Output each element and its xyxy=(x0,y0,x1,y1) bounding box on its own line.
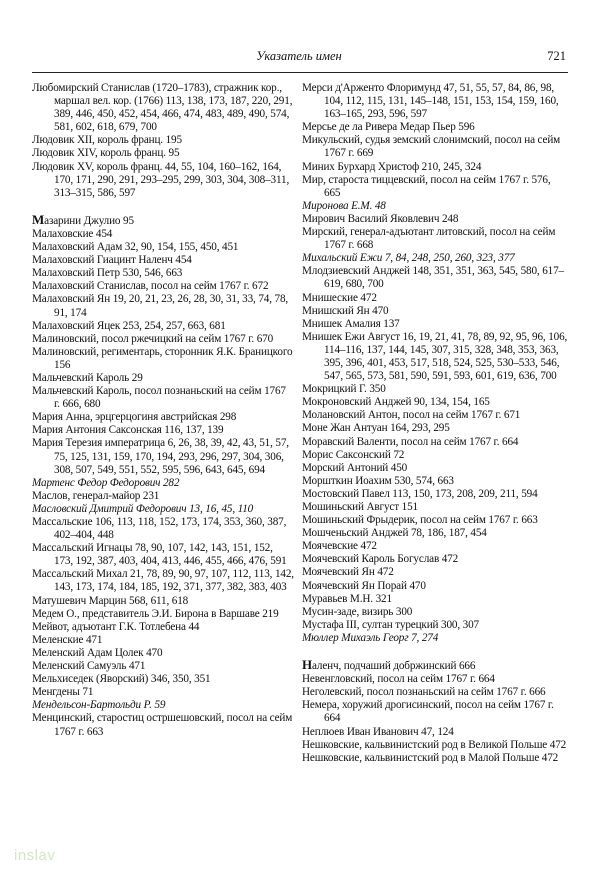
index-entry: Мошиньский Август 151 xyxy=(302,501,418,513)
index-entry: Мошченьский Анджей 78, 186, 187, 454 xyxy=(302,527,487,540)
index-column-left xyxy=(32,82,294,739)
index-entry: Мельхиседек (Яворский) 346, 350, 351 xyxy=(32,673,211,686)
index-entry: Неплюев Иван Иванович 47, 124 xyxy=(302,725,454,738)
index-entry: Мокроновский Анджей 90, 134, 154, 165 xyxy=(302,396,490,409)
index-entry: Мнишек Амалия 137 xyxy=(302,317,400,330)
index-entry: Медем О., представитель Э.И. Бирона в Варшаве 219 xyxy=(32,607,279,620)
index-entry: Мокрицкий Г. 350 xyxy=(302,383,386,396)
index-entry: Моячевские 472 xyxy=(302,540,377,553)
index-entry: Немера, хоружий дрогисинский, посол на сейм 1767 г. 664 xyxy=(302,699,554,725)
index-entry: Менгдены 71 xyxy=(32,686,94,699)
watermark: inslav xyxy=(14,847,56,864)
index-entry: Малаховские 454 xyxy=(32,227,113,240)
letter-group-gap xyxy=(32,200,294,213)
index-entry: Меленский Самуэль 471 xyxy=(32,660,146,673)
index-entry: Мюллер Михаэль Георг 7, 274 xyxy=(302,631,439,644)
index-entry: Моячевский Ян Порай 470 xyxy=(302,579,426,592)
index-entry: Михальский Ежи 7, 84, 248, 250, 260, 323, 377 xyxy=(302,252,515,265)
index-entry: Мазарини Джулио 95 xyxy=(32,211,134,227)
index-entry: Мнишский Ян 470 xyxy=(302,304,389,317)
index-entry: Миронова Е.М. 48 xyxy=(302,199,386,212)
index-entry: Малаховский Гиацинт Наленч 454 xyxy=(32,254,192,267)
index-entry: Моне Жан Антуан 164, 293, 295 xyxy=(302,422,450,435)
index-entry: Малаховский Петр 530, 546, 663 xyxy=(32,267,183,280)
index-entry: Молановский Антон, посол на сейм 1767 г. 671 xyxy=(302,409,521,422)
index-entry: Малиновский, региментарь, сторонник Я.К. Браницкого 156 xyxy=(32,345,293,371)
index-entry: Мнишеские 472 xyxy=(302,291,377,304)
index-entry: Мустафа III, султан турецкий 300, 307 xyxy=(302,618,479,631)
index-entry: Морский Антоний 450 xyxy=(302,461,408,474)
index-entry: Людовик XIV, король франц. 95 xyxy=(32,147,180,160)
index-entry: Мария Терезия императрица 6, 26, 38, 39, 42, 43, 51, 57, 75, 125, 131, 159, 170, 194, 293, 296, 297, 304, 306, 308, 507, 549, 551, 552, 595, 596, 643, 645, 694 xyxy=(32,437,289,476)
index-entry: Мартенс Федор Федорович 282 xyxy=(32,476,180,489)
index-entry: Мария Антония Саксонская 116, 137, 139 xyxy=(32,424,224,437)
index-entry: Мерси д'Арженто Флоримунд 47, 51, 55, 57, 84, 86, 98, 104, 112, 115, 131, 145–148, 151, 153, 154, 159, 160, 163–165, 293, 596, 597 xyxy=(302,82,559,121)
index-entry: Мендельсон-Бартольди Р. 59 xyxy=(32,699,166,712)
index-entry: Мостовский Павел 113, 150, 173, 208, 209, 211, 594 xyxy=(302,487,538,500)
index-entry: Менцинский, старостиц остршешовский, посол на сейм 1767 г. 663 xyxy=(32,712,293,738)
index-entry: Массальский Михал 21, 78, 89, 90, 97, 107, 112, 113, 142, 143, 173, 174, 184, 185, 192, 371, 377, 382, 383, 403 xyxy=(32,568,294,594)
index-entry: Малиновский, посол ржечицкий на сейм 1767 г. 670 xyxy=(32,332,274,345)
header-rule xyxy=(32,72,568,73)
index-entry: Массальский Игнацы 78, 90, 107, 142, 143, 151, 152, 173, 192, 387, 403, 404, 413, 446, 455, 466, 476, 591 xyxy=(32,542,287,568)
index-entry: Наленч, подчаший добржинский 666 xyxy=(302,657,476,673)
index-entry: Моравский Валенти, посол на сейм 1767 г. 664 xyxy=(302,435,519,448)
index-entry: Матушевич Марцин 568, 611, 618 xyxy=(32,594,189,607)
running-title: Указатель имен xyxy=(256,49,342,63)
index-entry: Людовик XII, король франц. 195 xyxy=(32,134,182,147)
index-entry: Мошиньский Фрыдерик, посол на сейм 1767 г. 663 xyxy=(302,514,538,527)
index-entry: Мирович Василий Яковлевич 248 xyxy=(302,212,459,225)
index-entry: Миних Бурхард Христоф 210, 245, 324 xyxy=(302,160,482,173)
letter-group-gap xyxy=(302,645,568,658)
index-entry: Массальские 106, 113, 118, 152, 173, 174, 353, 360, 387, 402–404, 448 xyxy=(32,516,287,542)
index-entry: Меленские 471 xyxy=(32,633,103,646)
index-column-right xyxy=(302,82,568,765)
index-entry: Масловский Дмитрий Федорович 13, 16, 45, 110 xyxy=(32,502,254,515)
index-entry: Людовик XV, король франц. 44, 55, 104, 160–162, 164, 170, 171, 290, 291, 293–295, 299, 303, 304, 308–311, 313–315, 586, 597 xyxy=(32,160,290,199)
index-entry: Любомирский Станислав (1720–1783), стражник кор., маршал вел. кор. (1766) 113, 138, 173, 187, 220, 291, 389, 446, 450, 452, 454, 466, 474, 483, 489, 490, 574, 581, 602, 618, 679, 700 xyxy=(32,82,293,134)
index-entry: Мария Анна, эрцгерцогиня австрийская 298 xyxy=(32,411,237,424)
index-entry: Малаховский Яцек 253, 254, 257, 663, 681 xyxy=(32,319,226,332)
index-entry: Неголевский, посол познаньский на сейм 1767 г. 666 xyxy=(302,686,546,699)
initial-letter: Н xyxy=(302,657,312,673)
index-entry: Малаховский Станислав, посол на сейм 1767 г. 672 xyxy=(32,280,269,293)
index-entry: Нешковские, кальвинистский род в Малой Польше 472 xyxy=(302,751,559,764)
index-entry: Моячевский Кароль Богуслав 472 xyxy=(302,553,459,566)
index-entry: Мир, староста тиццевский, посол на сейм 1767 г. 576, 665 xyxy=(302,173,551,199)
index-entry: Мейвот, адъютант Г.К. Тотлебена 44 xyxy=(32,620,200,633)
index-entry: Моячевский Ян 472 xyxy=(302,566,394,579)
running-header xyxy=(32,49,566,71)
index-entry: Мирский, генерал-адъютант литовский, посол на сейм 1767 г. 668 xyxy=(302,226,556,252)
index-entry: Невенгловский, посол на сейм 1767 г. 664 xyxy=(302,673,495,686)
index-entry: Муравьев М.Н. 321 xyxy=(302,592,392,605)
initial-letter: М xyxy=(32,211,45,227)
index-entry: Мерсье де ла Ривера Медар Пьер 596 xyxy=(302,121,475,134)
index-entry: Морис Саксонский 72 xyxy=(302,448,405,461)
index-entry: Мусин-заде, визирь 300 xyxy=(302,605,413,618)
index-entry: Мальчевский Кароль 29 xyxy=(32,371,143,384)
index-entry: Микульский, судья земский слонимский, посол на сейм 1767 г. 669 xyxy=(302,134,561,160)
index-entry: Мальчевский Кароль, посол познаньский на сейм 1767 г. 666, 680 xyxy=(32,385,286,411)
index-entry: Малаховский Ян 19, 20, 21, 23, 26, 28, 30, 31, 33, 74, 78, 91, 174 xyxy=(32,293,289,319)
index-entry: Меленский Адам Цолек 470 xyxy=(32,646,163,659)
index-entry: Мнишек Ежи Август 16, 19, 21, 41, 78, 89, 92, 95, 96, 106, 114–116, 137, 144, 145, 307, 315, 328, 348, 353, 363, 395, 396, 401, 453, 517, 518, 524, 525, 530–533, 546, 547, 565, 573, 581, 590, 591, 593, 601, 619, 636, 700 xyxy=(302,330,568,383)
index-entry: Млодзиевский Анджей 148, 351, 351, 363, 545, 580, 617–619, 680, 700 xyxy=(302,265,565,291)
index-entry: Малаховский Адам 32, 90, 154, 155, 450, 451 xyxy=(32,241,239,254)
index-entry: Моршткин Иоахим 530, 574, 663 xyxy=(302,474,454,487)
index-entry: Маслов, генерал-майор 231 xyxy=(32,489,160,502)
index-entry: Нешковские, кальвинистский род в Великой Польше 472 xyxy=(302,738,567,751)
page-number: 721 xyxy=(547,49,566,63)
